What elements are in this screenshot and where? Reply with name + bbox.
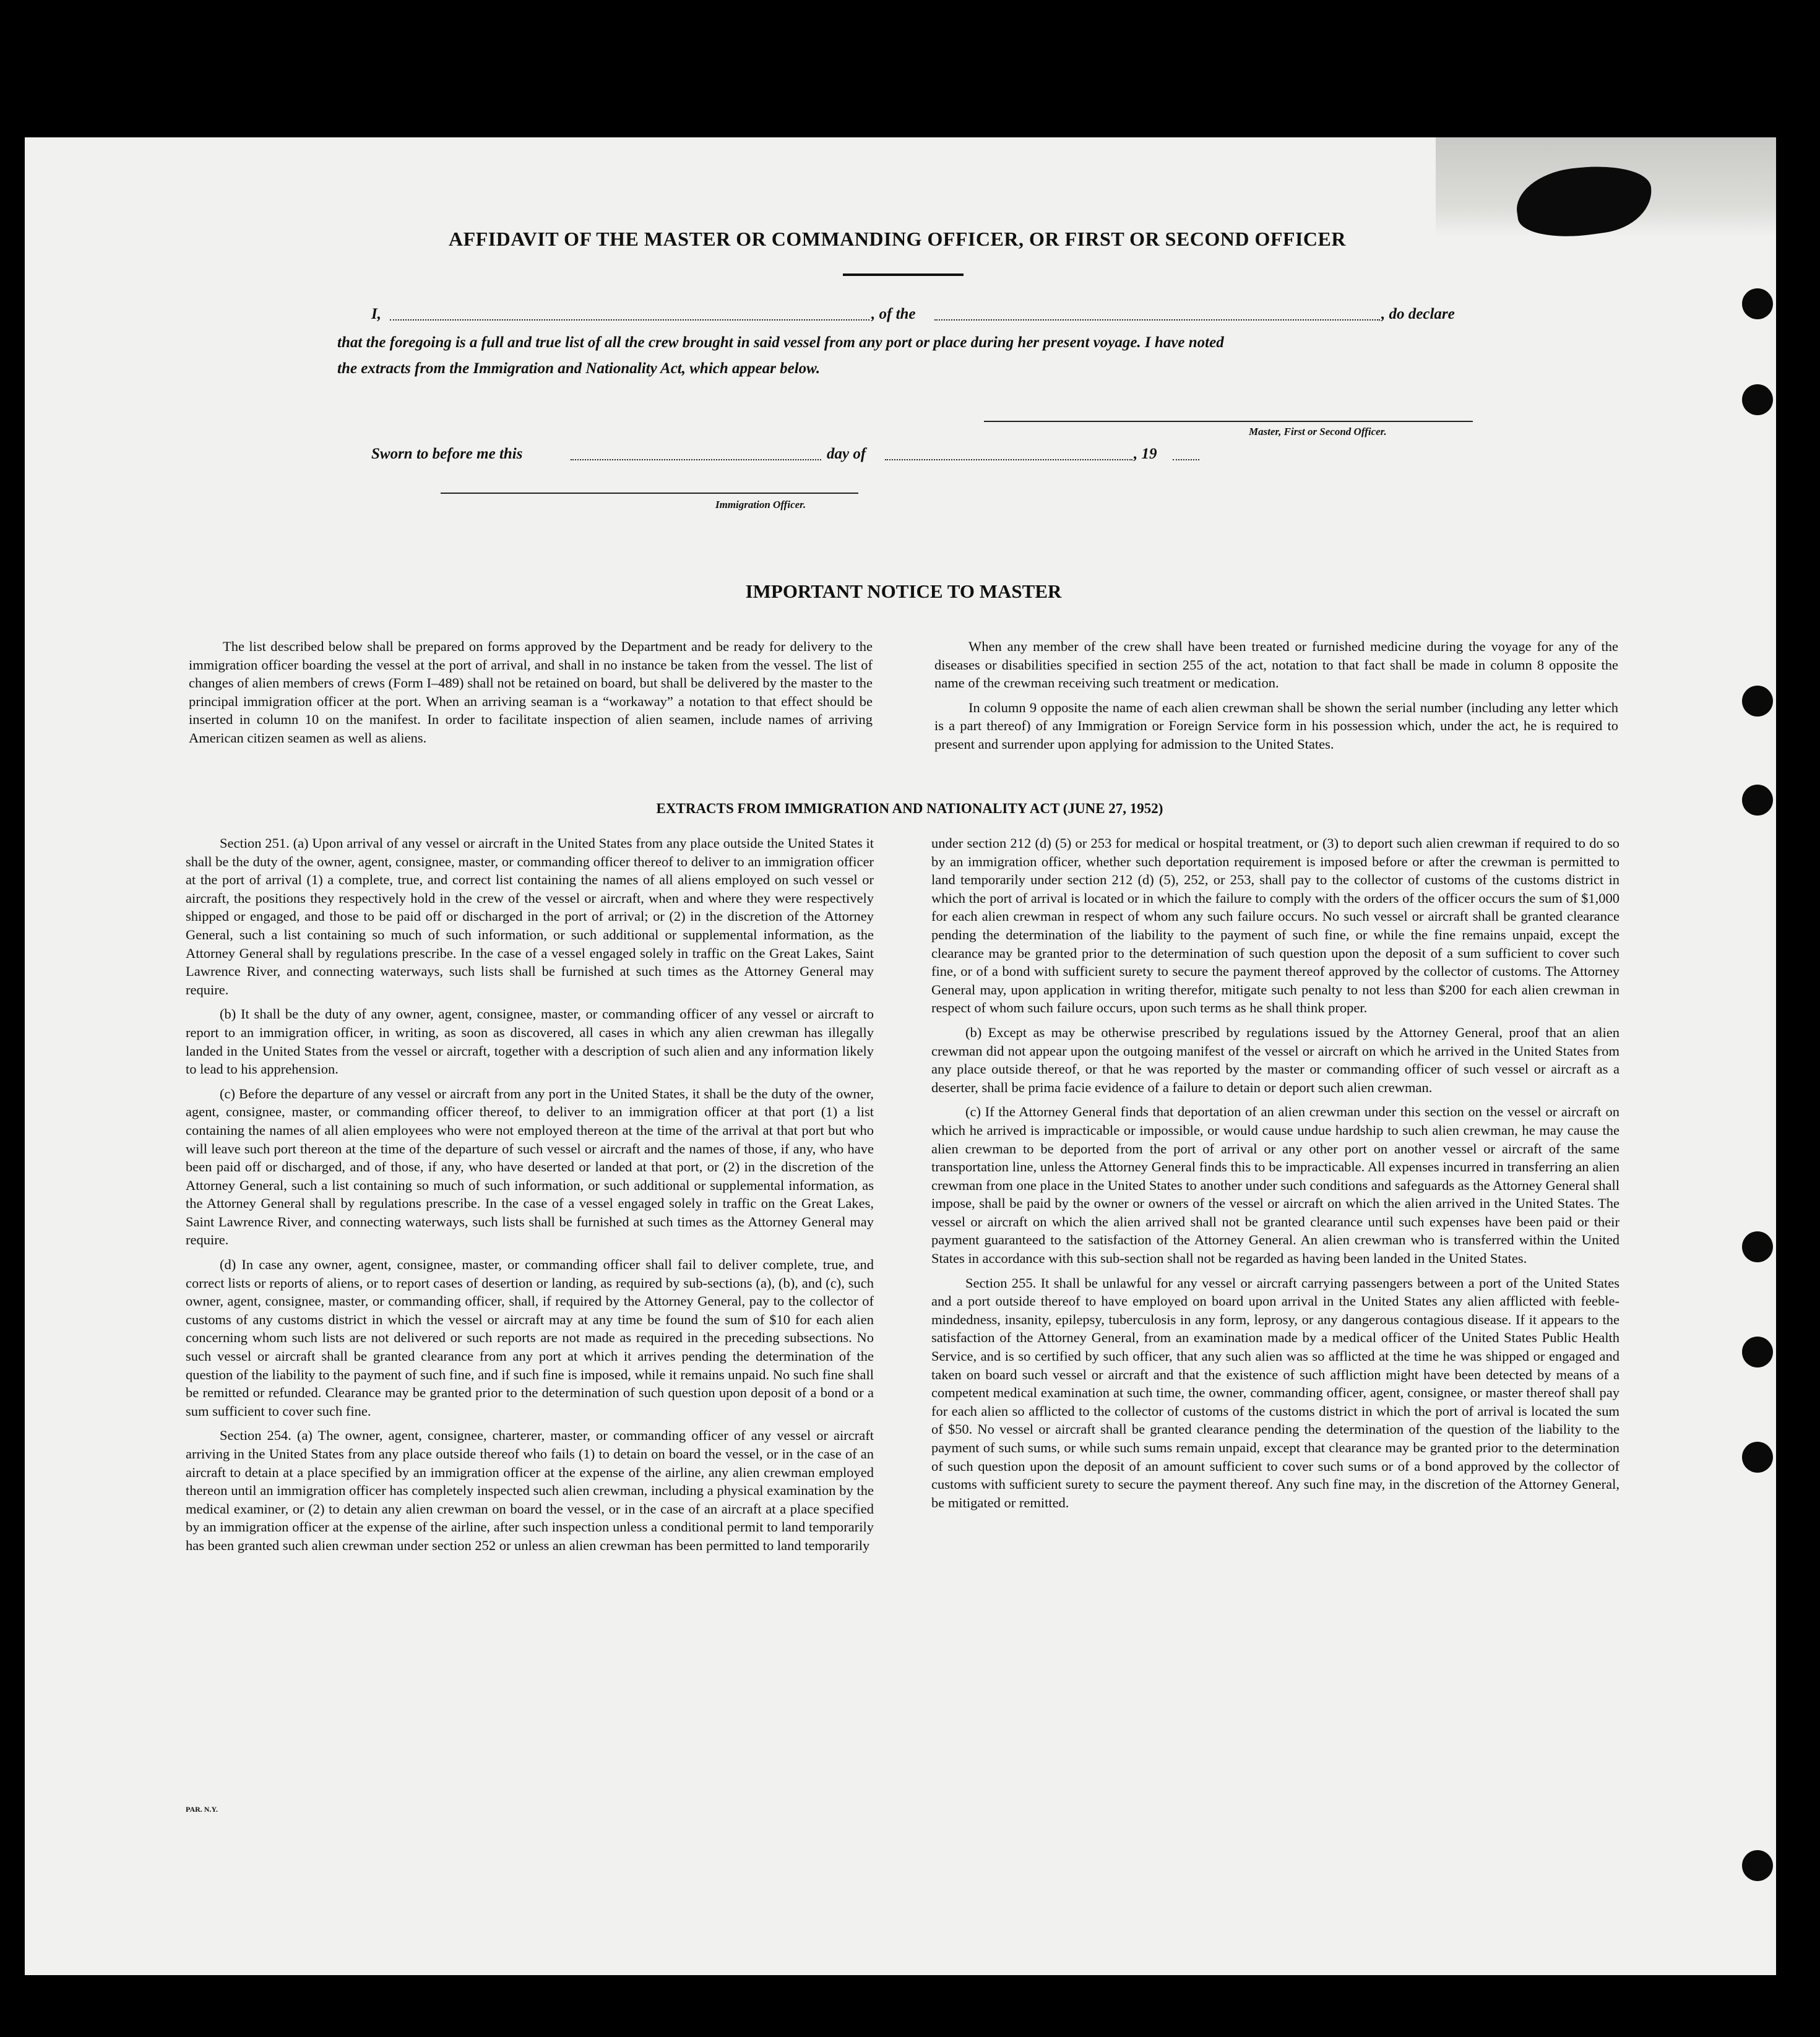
notice-paragraph: When any member of the crew shall have been treated or furnished medicine during the voyage for any of the diseases or disabilities specified in section 255 of the act, notation to that fact shall be made in column 8 opposite the name of the crewman receiving such treatment or medication.: [934, 639, 1618, 691]
declaration-text: that the foregoing is a full and true list of all the crew brought in said vessel from any port or place during her present voyage. I have noted: [337, 334, 1224, 351]
statute-paragraph: (c) Before the departure of any vessel or aircraft from any port in the United States, it shall be the duty of the owner, agent, consignee, master, or commanding officer thereof, to deliver to an immigration officer at that port (1) a list containing the names of all alien employees who were not employed thereon at the time of the arrival at that port but who will leave such port thereon at the time of the departure of such vessel or aircraft and the names of those, if any, who have been paid off or discharged, and of those, if any, who have deserted or landed at that port, or (2) in the discretion of the Attorney General, such a list containing so much of such information, or such additional or supplemental information, as the Attorney General shall by regulations prescribe. In the case of a vessel engaged solely in traffic on the Great Lakes, Saint Lawrence River, and connecting waterways, such lists shall be furnished at such times as the Attorney General may require.: [186, 1085, 874, 1248]
vessel-field[interactable]: [934, 319, 1380, 321]
punch-hole: [1742, 384, 1773, 415]
punch-hole: [1742, 1850, 1773, 1881]
do-declare-label: , do declare: [1381, 306, 1455, 322]
notice-left-column: [189, 637, 873, 754]
i-label: I,: [371, 306, 381, 322]
punch-hole: [1742, 1442, 1773, 1473]
sworn-year-field[interactable]: [1173, 459, 1199, 460]
sworn-label: Sworn to before me this: [371, 446, 523, 462]
year-label: , 19: [1134, 446, 1157, 462]
punch-hole: [1742, 1337, 1773, 1367]
statute-paragraph: under section 212 (d) (5) or 253 for medical or hospital treatment, or (3) to deport such alien crewman if required to do so by an immigration officer, whether such deportation requirement is imposed before or after the crewman is permitted to land temporarily under section 212 (d) (5), 252, or 253, shall pay to the collector of customs of the customs district in which the port of arrival is located or in which the failure to comply with the orders of the officer occurs the sum of $1,000 for each alien crewman in respect of whom any such failure occurs. No such vessel or aircraft shall be granted clearance pending the determination of the liability to the payment of such fine, or while the fine remains unpaid, except the clearance may be granted prior to the determination of such question upon the deposit of a sum sufficient to cover such fine, or of a bond with sufficient surety to secure the payment thereof approved by the collector of customs. The Attorney General may, upon application in writing therefor, mitigate such penalty to not less than $200 for each alien crewman in respect of whom such failure occurs, upon such terms as he shall think proper.: [931, 835, 1619, 1016]
notice-paragraph: The list described below shall be prepared on forms approved by the Department and be ready for delivery to the immigration officer boarding the vessel at the port of arrival, and shall in no instance be taken from the vessel. The list of changes of alien members of crews (Form I–489) shall not be retained on board, but shall be delivered by the master to the principal immigration officer at the port. When an arriving seaman is a “workaway” a notation to that effect should be inserted in column 10 on the manifest. In order to facilitate inspection of alien seamen, include names of arriving American citizen seamen as well as aliens.: [189, 639, 873, 746]
statute-paragraph: Section 254. (a) The owner, agent, consignee, charterer, master, or commanding officer of any vessel or aircraft arriving in the United States from any place outside thereof who fails (1) to detain on board the vessel, or in the case of an aircraft to detain at a place specified by an immigration officer at the expense of the airline, any alien crewman employed thereon until an immigration officer has completely inspected such alien crewman, including a physical examination by the medical examiner, or (2) to detain any alien crewman on board the vessel, or in the case of an aircraft at a place specified by an immigration officer at the expense of the airline, after such inspection unless a conditional permit to land temporarily has been granted such alien crewman under section 252 or unless an alien crewman has been permitted to land temporarily: [186, 1428, 874, 1553]
statute-paragraph: (b) It shall be the duty of any owner, agent, consignee, master, or commanding officer of any vessel or aircraft to report to an immigration officer, in writing, as soon as discovered, all cases in which any alien crewman has illegally landed in the United States from the vessel or aircraft, together with a description of such alien and any information likely to lead to his apprehension.: [186, 1006, 874, 1077]
sworn-month-field[interactable]: [885, 459, 1132, 460]
title-rule: [843, 273, 964, 276]
extracts-title: EXTRACTS FROM IMMIGRATION AND NATIONALITY ACT (JUNE 27, 1952): [656, 801, 1163, 816]
statute-paragraph: Section 251. (a) Upon arrival of any vessel or aircraft in the United States from any place outside the United States it shall be the duty of the owner, agent, consignee, master, or commanding officer thereof to deliver to an immigration officer at the port of arrival (1) a complete, true, and correct list containing the names of all aliens employed on such vessel or aircraft, the positions they respectively hold in the crew of the vessel or aircraft, when and where they were respectively shipped or engaged, and those to be paid off or discharged in the port of arrival; or (2) in the discretion of the Attorney General, such a list containing so much of such information, or such additional or supplemental information, as the Attorney General shall by regulations prescribe. In the case of a vessel engaged solely in traffic on the Great Lakes, Saint Lawrence River, and connecting waterways, such lists shall be furnished at such times as the Attorney General may require.: [186, 835, 874, 997]
officer-signature-label: Immigration Officer.: [715, 499, 806, 510]
punch-hole: [1742, 1231, 1773, 1262]
statute-paragraph: Section 255. It shall be unlawful for any vessel or aircraft carrying passengers between a port of the United States and a port outside thereof to have employed on board upon arrival in the United States any alien afflicted with feeble-mindedness, insanity, epilepsy, tuberculosis in any form, leprosy, or any dangerous contagious disease. If it appears to the satisfaction of the Attorney General, from an examination made by a medical officer of the United States Public Health Service, and is so certified by such officer, that any such alien was so afflicted at the time he was shipped or engaged and taken on board such vessel or aircraft and that the existence of such affliction might have been detected by means of a competent medical examination at such time, the owner, commanding officer, agent, consignee, or master thereof shall pay for each alien so afflicted to the collector of customs of the customs district in which the port of arrival is located the sum of $50. No vessel or aircraft shall be granted clearance pending the determination of the question of the liability to the payment of such sums, or while such sums remain unpaid, except that clearance may be granted prior to the determination of such question upon the deposit of an amount sufficient to cover such sums or of a bond approved by the collector of customs with sufficient surety to secure the payment thereof. Any such fine may, in the discretion of the Attorney General, be mitigated or remitted.: [931, 1275, 1619, 1510]
of-the-label: , of the: [871, 306, 916, 322]
punch-hole: [1742, 288, 1773, 319]
punch-hole: [1742, 785, 1773, 816]
notice-right-column: [934, 637, 1618, 760]
printer-mark: PAR. N.Y.: [186, 1805, 218, 1814]
master-signature-line[interactable]: [984, 421, 1473, 422]
officer-signature-line[interactable]: [441, 493, 858, 494]
notice-title: IMPORTANT NOTICE TO MASTER: [745, 580, 1062, 602]
statute-paragraph: (c) If the Attorney General finds that deportation of an alien crewman under this section on the vessel or aircraft on which he arrived is impracticable or impossible, or would cause undue hardship to such alien crewman, he may cause the alien crewman to be deported from the port of arrival or any other port on another vessel or aircraft of the same transportation line, unless the Attorney General finds this to be impracticable. All expenses incurred in transferring an alien crewman from one place in the United States to another under such conditions and safeguards as the Attorney General shall impose, shall be paid by the owner or owners of the vessel or aircraft on which the alien arrived in the United States. The vessel or aircraft on which the alien arrived shall not be granted clearance until such expenses have been paid or their payment guaranteed to the satisfaction of the Attorney General. An alien crewman who is transferred within the United States in accordance with this sub-section shall not be regarded as having been landed in the United States.: [931, 1104, 1619, 1267]
affidavit-title: AFFIDAVIT OF THE MASTER OR COMMANDING OFFICER, OR FIRST OR SECOND OFFICER: [449, 228, 1346, 250]
name-field[interactable]: [390, 319, 869, 321]
declaration-text: the extracts from the Immigration and Nationality Act, which appear below.: [337, 360, 821, 377]
extracts-right-column: [931, 834, 1619, 1518]
statute-paragraph: (b) Except as may be otherwise prescribed by regulations issued by the Attorney General, proof that an alien crewman did not appear upon the outgoing manifest of the vessel or aircraft on which he arrived in the United States from any place outside thereof, or that he was reported by the master or commanding officer of such vessel or aircraft as a deserter, shall be prima facie evidence of a failure to detain or deport such alien crewman.: [931, 1024, 1619, 1095]
sworn-day-field[interactable]: [571, 459, 821, 460]
master-signature-label: Master, First or Second Officer.: [1249, 426, 1387, 437]
statute-paragraph: (d) In case any owner, agent, consignee, master, or commanding officer shall fail to deliver complete, true, and correct lists or reports of aliens, or to report cases of desertion or landing, as required by sub-sections (a), (b), and (c), such owner, agent, consignee, master, or commanding officer, shall, if required by the Attorney General, pay to the collector of customs of any customs district in which the vessel or aircraft may at any time be found the sum of $10 for each alien concerning whom such lists are not delivered or such reports are not made as required in the preceding subsections. No such vessel or aircraft shall be granted clearance from any port at which it arrives pending the determination of the question of the liability to the payment of such fine, and if such fine is imposed, while it remains unpaid. No such fine shall be remitted or refunded. Clearance may be granted prior to the determination of such question upon deposit of a bond or a sum sufficient to cover such fine.: [186, 1257, 874, 1419]
day-of-label: day of: [827, 446, 866, 462]
punch-hole: [1742, 686, 1773, 717]
extracts-left-column: [186, 834, 874, 1561]
notice-paragraph: In column 9 opposite the name of each alien crewman shall be shown the serial number (including any letter which is a part thereof) of any Immigration or Foreign Service form in his possession which, under the act, he is required to present and surrender upon applying for admission to the United States.: [934, 699, 1618, 752]
